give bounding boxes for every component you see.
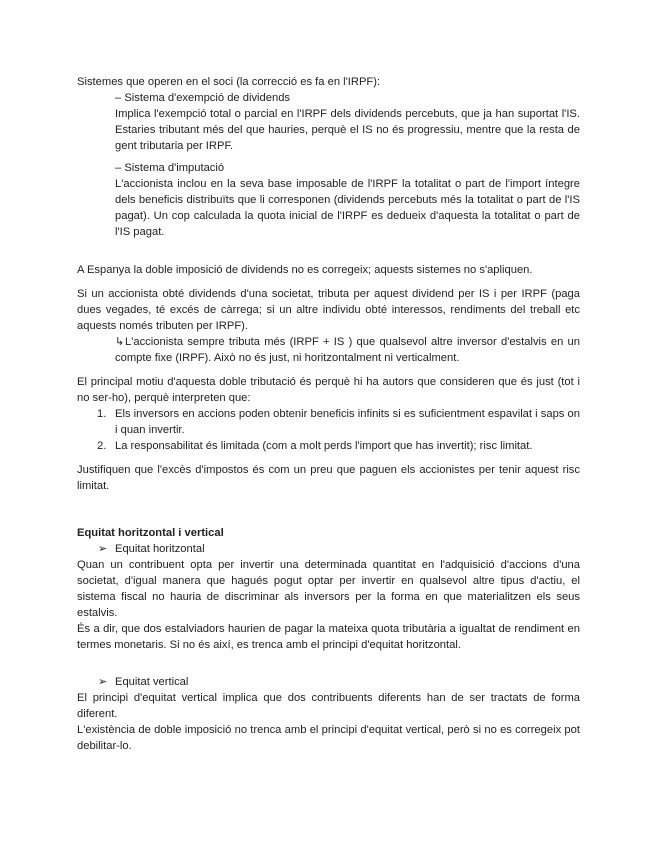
spain-paragraph: A Espanya la doble imposició de dividends no es corregeix; aquests sistemes no s'apliquen. xyxy=(77,264,533,276)
shareholder-subpoint xyxy=(77,334,580,366)
list-item xyxy=(77,438,580,454)
exemption-text: Implica l'exempció total o parcial en l'IRPF dels dividends percebuts, que ja han suportat l'IS. Estaries tributant més del que hauries, perquè el IS no és progressiu, mentre que la resta de gent tributaria per IRPF. xyxy=(115,108,580,152)
list-item xyxy=(77,406,580,438)
justification-paragraph: Justifiquen que l'excès d'impostos és com un preu que paguen els accionistes per tenir aquest risc limitat. xyxy=(77,464,580,492)
shareholder-paragraph: Si un accionista obté dividends d'una societat, tributa per aquest dividend per IS i per IRPF (paga dues vegades, té excés de càrrega; si un altre individu obté interessos, rendiments del treball etc aquests només tributen per IRPF). xyxy=(77,288,580,332)
vertical-equity-label-text: Equitat vertical xyxy=(115,676,189,688)
list-item-text: La responsabilitat és limitada (com a molt perds l'import que has invertit); risc limitat. xyxy=(115,440,533,452)
list-number: 1. xyxy=(97,408,107,420)
document-body xyxy=(77,74,580,754)
shareholder-subpoint-text: L'accionista sempre tributa més (IRPF + IS ) que qualsevol altre inversor d'estalvis en un compte fixe (IRPF). Això no és just, ni horitzontalment ni verticalment. xyxy=(115,336,580,364)
arrowhead-bullet-icon: ➢ xyxy=(98,676,108,688)
horizontal-equity-label-text: Equitat horitzontal xyxy=(115,543,205,555)
horizontal-equity-paragraph-2: És a dir, que dos estalviadors haurien de pagar la mateixa quota tributària a igualtat de rendiment en termes monetaris. Si no és així, es trenca amb el principi d'equitat horitzontal. xyxy=(77,623,580,651)
section-heading: Equitat horitzontal i vertical xyxy=(77,527,224,539)
imputation-system xyxy=(77,160,580,240)
reason-list xyxy=(77,406,580,454)
horizontal-equity-paragraph-1: Quan un contribuent opta per invertir una determinada quantitat en l'adquisició d'accions d'una societat, d'igual manera que hagués pogut optar per invertir en qualsevol altre tipus d'actiu, el sistema fiscal no hauria de discriminar als inversors per la forma en que materialitzen els seus estalvis. xyxy=(77,559,580,619)
list-item-text: Els inversors en accions poden obtenir beneficis infinits si es suficientment espavilat i saps on i quan invertir. xyxy=(115,408,580,436)
exemption-system xyxy=(77,90,580,154)
vertical-equity-label xyxy=(77,674,580,690)
return-arrow-icon: ↳ xyxy=(115,336,125,348)
horizontal-equity-label xyxy=(77,541,580,557)
reason-paragraph: El principal motiu d'aquesta doble tributació és perquè hi ha autors que consideren que és just (tot i no ser-ho), perquè interpreten que: xyxy=(77,376,580,404)
imputation-text: L'accionista inclou en la seva base imposable de l'IRPF la totalitat o part de l'import íntegre dels beneficis distribuïts que li corresponen (dividends percebuts més la totalitat o part de l'IS pagat). Un cop calculada la quota inicial de l'IRPF es dedueix d'aquesta la totalitat o part de l'IS pagat. xyxy=(115,178,580,238)
vertical-equity-paragraph-1: El principi d'equitat vertical implica que dos contribuents diferents han de ser tractats de forma diferent. xyxy=(77,692,580,720)
list-number: 2. xyxy=(97,440,107,452)
vertical-equity-paragraph-2: L'existència de doble imposició no trenca amb el principi d'equitat vertical, però si no es corregeix pot debilitar-lo. xyxy=(77,724,580,752)
exemption-title: – Sistema d'exempció de dividends xyxy=(115,92,291,104)
systems-intro: Sistemes que operen en el soci (la correcció es fa en l'IRPF): xyxy=(77,76,381,88)
arrowhead-bullet-icon: ➢ xyxy=(98,543,108,555)
imputation-title: – Sistema d'imputació xyxy=(115,162,225,174)
